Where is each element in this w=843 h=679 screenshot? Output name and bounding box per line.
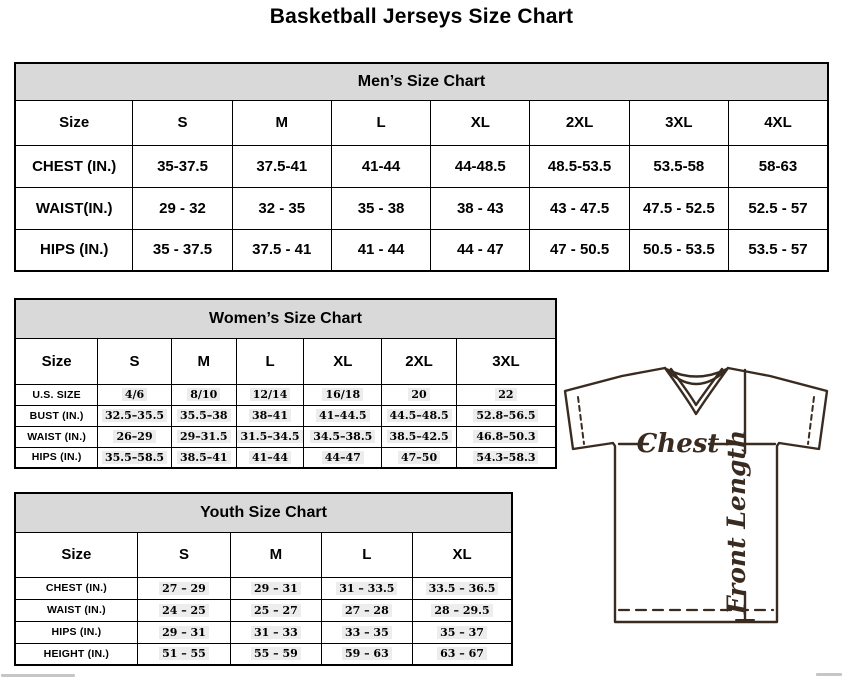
size-value-cell: 41-44 <box>331 145 430 187</box>
size-value-cell: 54.3–58.3 <box>456 447 556 468</box>
size-value-cell: 16/18 <box>304 384 382 405</box>
front-length-label: Front Length <box>722 429 751 615</box>
men-column-header: L <box>331 100 430 145</box>
men-table-row <box>15 187 828 229</box>
size-value-cell: 31 – 33 <box>231 621 321 643</box>
size-value-cell: 32.5–35.5 <box>98 405 172 426</box>
women-chart-title: Women’s Size Chart <box>15 299 556 338</box>
size-value-cell: 38 - 43 <box>431 187 530 229</box>
row-label: CHEST (IN.) <box>15 145 133 187</box>
size-value-cell: 44-48.5 <box>431 145 530 187</box>
size-value-cell: 41–44 <box>236 447 304 468</box>
h-scrollbar-fragment-left[interactable] <box>1 674 75 677</box>
size-value-cell: 38.5–42.5 <box>382 426 457 447</box>
size-value-cell: 51 – 55 <box>137 643 230 665</box>
mens-size-table <box>14 62 829 272</box>
youth-table-row <box>15 599 512 621</box>
size-value-cell: 38–41 <box>236 405 304 426</box>
size-value-cell: 33 – 35 <box>321 621 412 643</box>
size-value-cell: 29 - 32 <box>133 187 232 229</box>
size-value-cell: 27 – 28 <box>321 599 412 621</box>
row-label: HIPS (IN.) <box>15 621 137 643</box>
size-value-cell: 29 – 31 <box>137 621 230 643</box>
size-value-cell: 41 - 44 <box>331 229 430 271</box>
size-value-cell: 43 - 47.5 <box>530 187 629 229</box>
size-value-cell: 47–50 <box>382 447 457 468</box>
size-value-cell: 22 <box>456 384 556 405</box>
size-value-cell: 47 - 50.5 <box>530 229 629 271</box>
women-column-header: L <box>236 338 304 384</box>
women-table-row <box>15 447 556 468</box>
women-column-header: M <box>171 338 236 384</box>
size-value-cell: 53.5 - 57 <box>728 229 828 271</box>
row-label: WAIST (IN.) <box>15 599 137 621</box>
youth-column-header: M <box>231 532 321 577</box>
youth-table-row <box>15 577 512 599</box>
men-column-header: Size <box>15 100 133 145</box>
size-value-cell: 41–44.5 <box>304 405 382 426</box>
size-value-cell: 53.5-58 <box>629 145 728 187</box>
size-value-cell: 46.8–50.3 <box>456 426 556 447</box>
size-value-cell: 12/14 <box>236 384 304 405</box>
size-value-cell: 35-37.5 <box>133 145 232 187</box>
women-table-row <box>15 426 556 447</box>
size-value-cell: 35 – 37 <box>413 621 512 643</box>
chest-label: Chest <box>636 429 720 459</box>
size-value-cell: 44–47 <box>304 447 382 468</box>
row-label: HIPS (IN.) <box>15 447 98 468</box>
womens-size-table <box>14 298 557 469</box>
size-value-cell: 35 - 38 <box>331 187 430 229</box>
size-value-cell: 37.5-41 <box>232 145 331 187</box>
jersey-measurement-diagram <box>556 356 842 660</box>
size-value-cell: 29 – 31 <box>231 577 321 599</box>
size-value-cell: 31 – 33.5 <box>321 577 412 599</box>
size-value-cell: 32 - 35 <box>232 187 331 229</box>
men-column-header: S <box>133 100 232 145</box>
row-label: U.S. SIZE <box>15 384 98 405</box>
women-column-header: XL <box>304 338 382 384</box>
men-column-header: M <box>232 100 331 145</box>
page-title: Basketball Jerseys Size Chart <box>269 5 574 28</box>
size-value-cell: 25 – 27 <box>231 599 321 621</box>
size-value-cell: 38.5–41 <box>171 447 236 468</box>
size-value-cell: 8/10 <box>171 384 236 405</box>
size-value-cell: 4/6 <box>98 384 172 405</box>
row-label: BUST (IN.) <box>15 405 98 426</box>
size-value-cell: 20 <box>382 384 457 405</box>
women-table-row <box>15 384 556 405</box>
size-value-cell: 55 – 59 <box>231 643 321 665</box>
size-value-cell: 35.5–38 <box>171 405 236 426</box>
jersey-outline-icon <box>556 356 842 660</box>
size-value-cell: 44.5–48.5 <box>382 405 457 426</box>
row-label: CHEST (IN.) <box>15 577 137 599</box>
size-value-cell: 33.5 – 36.5 <box>413 577 512 599</box>
size-value-cell: 34.5–38.5 <box>304 426 382 447</box>
women-column-header: 2XL <box>382 338 457 384</box>
women-column-header: S <box>98 338 172 384</box>
size-value-cell: 52.5 - 57 <box>728 187 828 229</box>
size-value-cell: 52.8–56.5 <box>456 405 556 426</box>
men-column-header: XL <box>431 100 530 145</box>
row-label: WAIST (IN.) <box>15 426 98 447</box>
men-table-row <box>15 145 828 187</box>
women-column-header: 3XL <box>456 338 556 384</box>
women-table-row <box>15 405 556 426</box>
size-value-cell: 37.5 - 41 <box>232 229 331 271</box>
size-value-cell: 27 – 29 <box>137 577 230 599</box>
youth-column-header: XL <box>413 532 512 577</box>
youth-column-header: S <box>137 532 230 577</box>
size-value-cell: 28 – 29.5 <box>413 599 512 621</box>
size-value-cell: 50.5 - 53.5 <box>629 229 728 271</box>
size-value-cell: 31.5–34.5 <box>236 426 304 447</box>
size-value-cell: 35.5–58.5 <box>98 447 172 468</box>
row-label: HEIGHT (IN.) <box>15 643 137 665</box>
youth-table-row <box>15 643 512 665</box>
size-value-cell: 59 – 63 <box>321 643 412 665</box>
row-label: HIPS (IN.) <box>15 229 133 271</box>
youth-column-header: Size <box>15 532 137 577</box>
size-value-cell: 26–29 <box>98 426 172 447</box>
size-value-cell: 48.5-53.5 <box>530 145 629 187</box>
row-label: WAIST(IN.) <box>15 187 133 229</box>
women-column-header: Size <box>15 338 98 384</box>
men-column-header: 4XL <box>728 100 828 145</box>
size-value-cell: 35 - 37.5 <box>133 229 232 271</box>
size-value-cell: 58-63 <box>728 145 828 187</box>
size-value-cell: 24 – 25 <box>137 599 230 621</box>
size-value-cell: 47.5 - 52.5 <box>629 187 728 229</box>
size-value-cell: 63 – 67 <box>413 643 512 665</box>
youth-size-table <box>14 492 513 666</box>
youth-column-header: L <box>321 532 412 577</box>
men-column-header: 2XL <box>530 100 629 145</box>
youth-table-row <box>15 621 512 643</box>
men-chart-title: Men’s Size Chart <box>15 63 828 100</box>
men-table-row <box>15 229 828 271</box>
youth-chart-title: Youth Size Chart <box>15 493 512 532</box>
size-value-cell: 29–31.5 <box>171 426 236 447</box>
h-scrollbar-fragment-right[interactable] <box>816 673 842 676</box>
men-column-header: 3XL <box>629 100 728 145</box>
size-value-cell: 44 - 47 <box>431 229 530 271</box>
